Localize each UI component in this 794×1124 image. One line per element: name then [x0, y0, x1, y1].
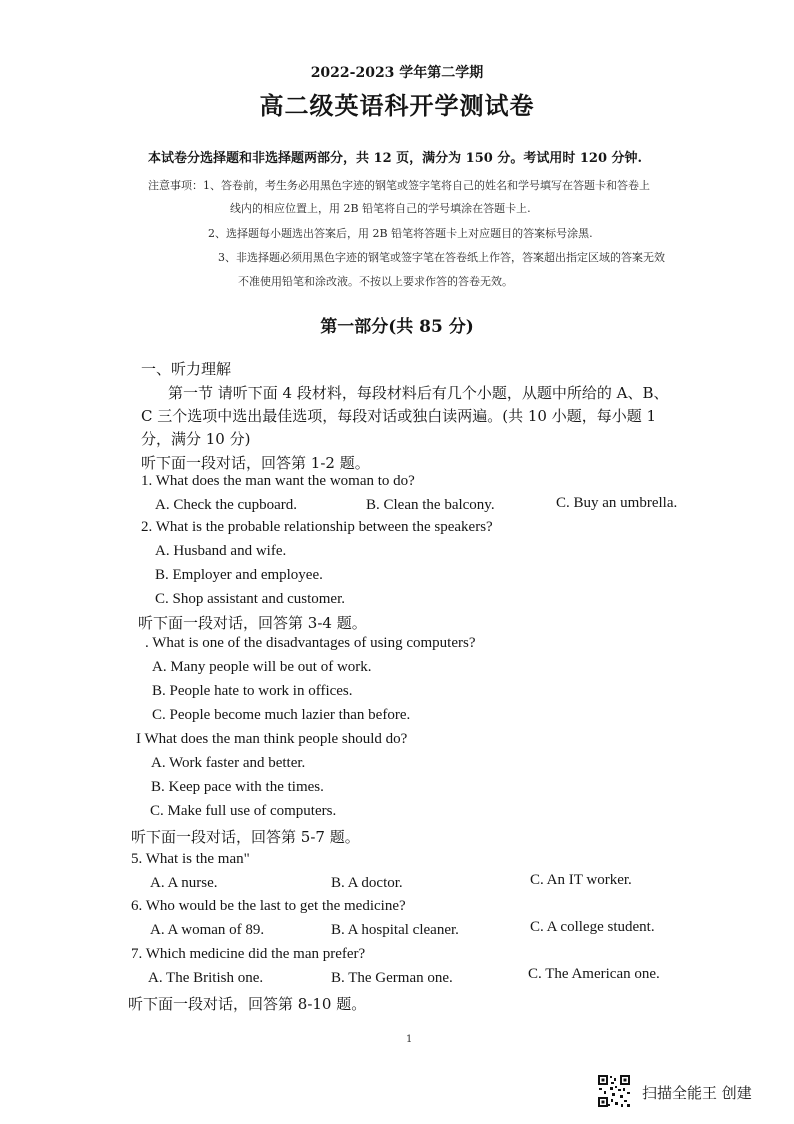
- question-2-stem: 2. What is the probable relationship between the speakers?: [141, 519, 493, 535]
- question-1-stem: 1. What does the man want the woman to do?: [141, 473, 415, 489]
- question-5-option-a: A. A nurse.: [150, 875, 218, 891]
- question-3-option-c: C. People become much lazier than before.: [152, 707, 411, 723]
- section-instruction-1: 第一节 请听下面 4 段材料，每段材料后有几个小题，从题中所给的 A、B、: [168, 384, 669, 402]
- section-instruction-2: C 三个选项中选出最佳选项，每段对话或独白读两遍。(共 10 小题，每小题 1: [141, 407, 657, 425]
- question-5-stem: 5. What is the man": [131, 851, 250, 867]
- question-2-option-c: C. Shop assistant and customer.: [155, 591, 345, 607]
- question-7-option-a: A. The British one.: [148, 970, 264, 986]
- group-heading-1: 听下面一段对话，回答第 1-2 题。: [141, 454, 370, 472]
- question-3-stem: . What is one of the disadvantages of using computers?: [145, 635, 476, 651]
- note-line-3: 2、选择题每小题选出答案后，用 2B 铅笔将答题卡上对应题目的答案标号涂黑.: [208, 227, 593, 240]
- question-4-option-a: A. Work faster and better.: [151, 755, 306, 771]
- note-line-2: 线内的相应位置上，用 2B 铅笔将自己的学号填涂在答题卡上.: [230, 202, 531, 215]
- question-3-option-b: B. People hate to work in offices.: [152, 683, 353, 699]
- note-line-1: 注意事项：1、答卷前，考生务必用黑色字迹的钢笔或签字笔将自己的姓名和学号填写在答题卡和答卷上: [148, 179, 650, 192]
- question-7-stem: 7. Which medicine did the man prefer?: [131, 946, 366, 962]
- question-6-option-b: B. A hospital cleaner.: [331, 922, 459, 938]
- question-2-option-b: B. Employer and employee.: [155, 567, 323, 583]
- question-4-option-b: B. Keep pace with the times.: [151, 779, 324, 795]
- question-5-option-c: C. An IT worker.: [530, 872, 632, 888]
- scanner-brand: 扫描全能王 创建: [642, 1084, 752, 1102]
- group-heading-3: 听下面一段对话，回答第 5-7 题。: [131, 828, 360, 846]
- question-7-option-c: C. The American one.: [528, 966, 660, 982]
- exam-intro: 本试卷分选择题和非选择题两部分，共 12 页，满分为 150 分。考试用时 120 分钟.: [148, 151, 643, 166]
- qr-code-icon: [597, 1074, 631, 1108]
- section-instruction-3: 分，满分 10 分): [141, 430, 251, 448]
- part-title: 第一部分(共 85 分): [320, 317, 474, 337]
- question-4-stem: I What does the man think people should do?: [136, 731, 408, 747]
- section-heading: 一、听力理解: [141, 360, 232, 378]
- group-heading-4: 听下面一段对话，回答第 8-10 题。: [128, 995, 367, 1013]
- question-6-option-c: C. A college student.: [530, 919, 655, 935]
- question-2-option-a: A. Husband and wife.: [155, 543, 287, 559]
- page-number: 1: [406, 1034, 413, 1045]
- question-5-option-b: B. A doctor.: [331, 875, 403, 891]
- question-6-stem: 6. Who would be the last to get the medicine?: [131, 898, 406, 914]
- question-4-option-c: C. Make full use of computers.: [150, 803, 337, 819]
- exam-title: 高二级英语科开学测试卷: [259, 91, 535, 120]
- note-line-4: 3、非选择题必须用黑色字迹的钢笔或签字笔在答卷纸上作答，答案超出指定区域的答案无效: [218, 251, 665, 264]
- question-7-option-b: B. The German one.: [331, 970, 453, 986]
- question-1-option-b: B. Clean the balcony.: [366, 497, 495, 513]
- question-1-option-c: C. Buy an umbrella.: [556, 495, 678, 511]
- note-line-5: 不准使用铅笔和涂改液。不按以上要求作答的答卷无效。: [238, 275, 513, 288]
- question-1-option-a: A. Check the cupboard.: [155, 497, 298, 513]
- question-3-option-a: A. Many people will be out of work.: [152, 659, 372, 675]
- question-6-option-a: A. A woman of 89.: [150, 922, 265, 938]
- group-heading-2: 听下面一段对话，回答第 3-4 题。: [138, 614, 367, 632]
- exam-year: 2022-2023 学年第二学期: [310, 65, 484, 81]
